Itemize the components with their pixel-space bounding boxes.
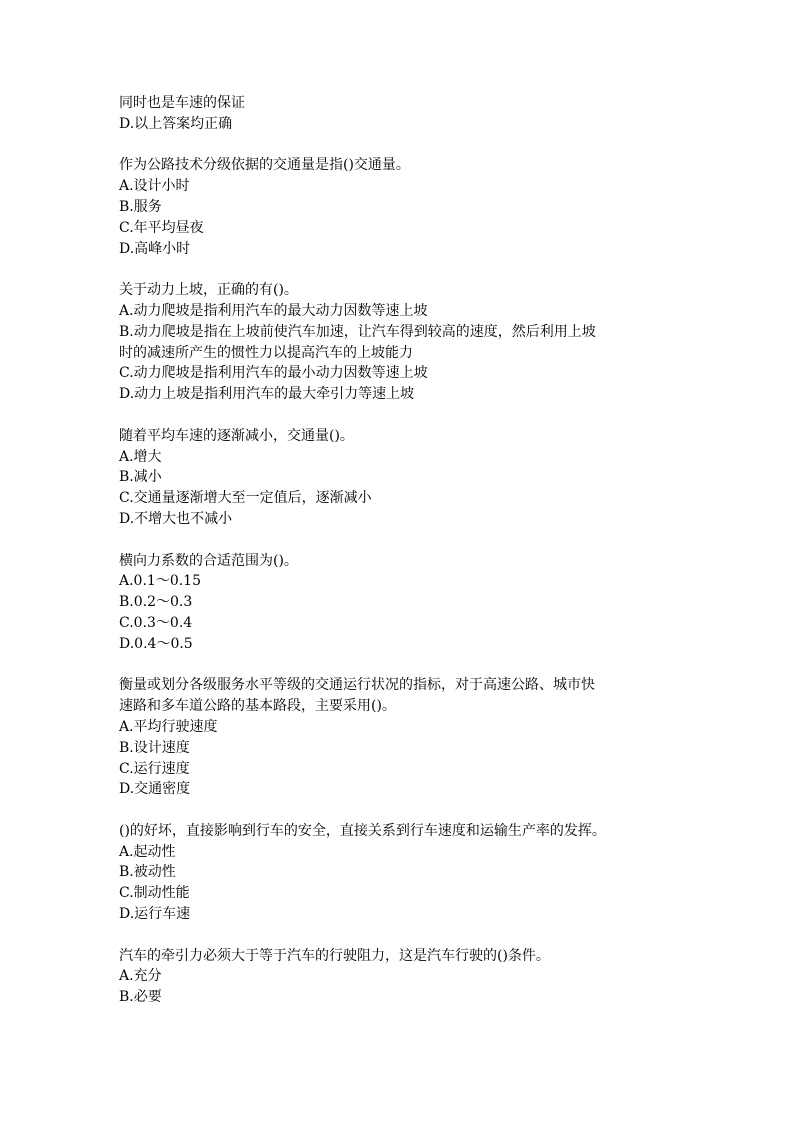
option-b: B.设计速度 <box>119 739 190 756</box>
option-d: D.0.4～0.5 <box>119 635 193 652</box>
spacer <box>119 655 719 676</box>
option-a: A.0.1～0.15 <box>119 573 201 590</box>
spacer <box>119 259 719 280</box>
question-2 <box>119 280 719 405</box>
spacer <box>119 530 719 551</box>
option-d: D.以上答案均正确 <box>119 115 233 132</box>
question-5 <box>119 675 719 800</box>
option-c: C.运行速度 <box>119 760 190 777</box>
option-c: C.制动性能 <box>119 885 190 902</box>
option-d: D.交通密度 <box>119 781 191 798</box>
option-b: B.被动性 <box>119 864 176 881</box>
spacer <box>119 135 719 156</box>
question-stem: 关于动力上坡，正确的有()。 <box>119 282 298 299</box>
question-4 <box>119 551 719 655</box>
question-stem-continued: 速路和多车道公路的基本路段，主要采用()。 <box>119 698 396 715</box>
question-stem: 随着平均车速的逐渐减小，交通量()。 <box>119 427 354 444</box>
question-stem: 衡量或划分各级服务水平等级的交通运行状况的指标，对于高速公路、城市快 <box>119 677 595 694</box>
question-7 <box>119 946 719 1008</box>
question-stem: 作为公路技术分级依据的交通量是指()交通量。 <box>119 157 410 174</box>
option-b: B.必要 <box>119 989 162 1006</box>
spacer <box>119 800 719 821</box>
question-1 <box>119 155 719 259</box>
question-stem-line: 同时也是车速的保证 <box>119 95 245 111</box>
option-b: B.0.2～0.3 <box>119 594 193 611</box>
question-3 <box>119 426 719 530</box>
document-page <box>119 93 719 1008</box>
option-b: B.动力爬坡是指在上坡前使汽车加速，让汽车得到较高的速度，然后利用上坡 <box>119 323 596 340</box>
question-stem: 横向力系数的合适范围为()。 <box>119 552 298 569</box>
question-stem: ()的好坏，直接影响到行车的安全，直接关系到行车速度和运输生产率的发挥。 <box>119 822 606 839</box>
option-d: D.动力上坡是指利用汽车的最大牵引力等速上坡 <box>119 386 415 403</box>
option-b-continued: 时的减速所产生的惯性力以提高汽车的上坡能力 <box>119 344 413 361</box>
option-c: C.交通量逐渐增大至一定值后，逐渐减小 <box>119 490 372 507</box>
spacer <box>119 405 719 426</box>
spacer <box>119 925 719 946</box>
option-a: A.起动性 <box>119 843 176 860</box>
option-c: C.年平均昼夜 <box>119 219 204 236</box>
question-continuation <box>119 93 719 135</box>
option-c: C.动力爬坡是指利用汽车的最小动力因数等速上坡 <box>119 365 428 382</box>
question-stem: 汽车的牵引力必须大于等于汽车的行驶阻力，这是汽车行驶的()条件。 <box>119 947 550 964</box>
option-a: A.增大 <box>119 448 162 465</box>
option-a: A.充分 <box>119 968 162 985</box>
option-b: B.服务 <box>119 198 162 215</box>
option-b: B.减小 <box>119 469 162 486</box>
option-a: A.平均行驶速度 <box>119 718 218 735</box>
option-a: A.设计小时 <box>119 178 190 195</box>
option-c: C.0.3～0.4 <box>119 614 193 631</box>
option-d: D.高峰小时 <box>119 240 191 257</box>
option-d: D.不增大也不减小 <box>119 510 233 527</box>
option-d: D.运行车速 <box>119 906 191 923</box>
option-a: A.动力爬坡是指利用汽车的最大动力因数等速上坡 <box>119 302 428 319</box>
question-6 <box>119 821 719 925</box>
